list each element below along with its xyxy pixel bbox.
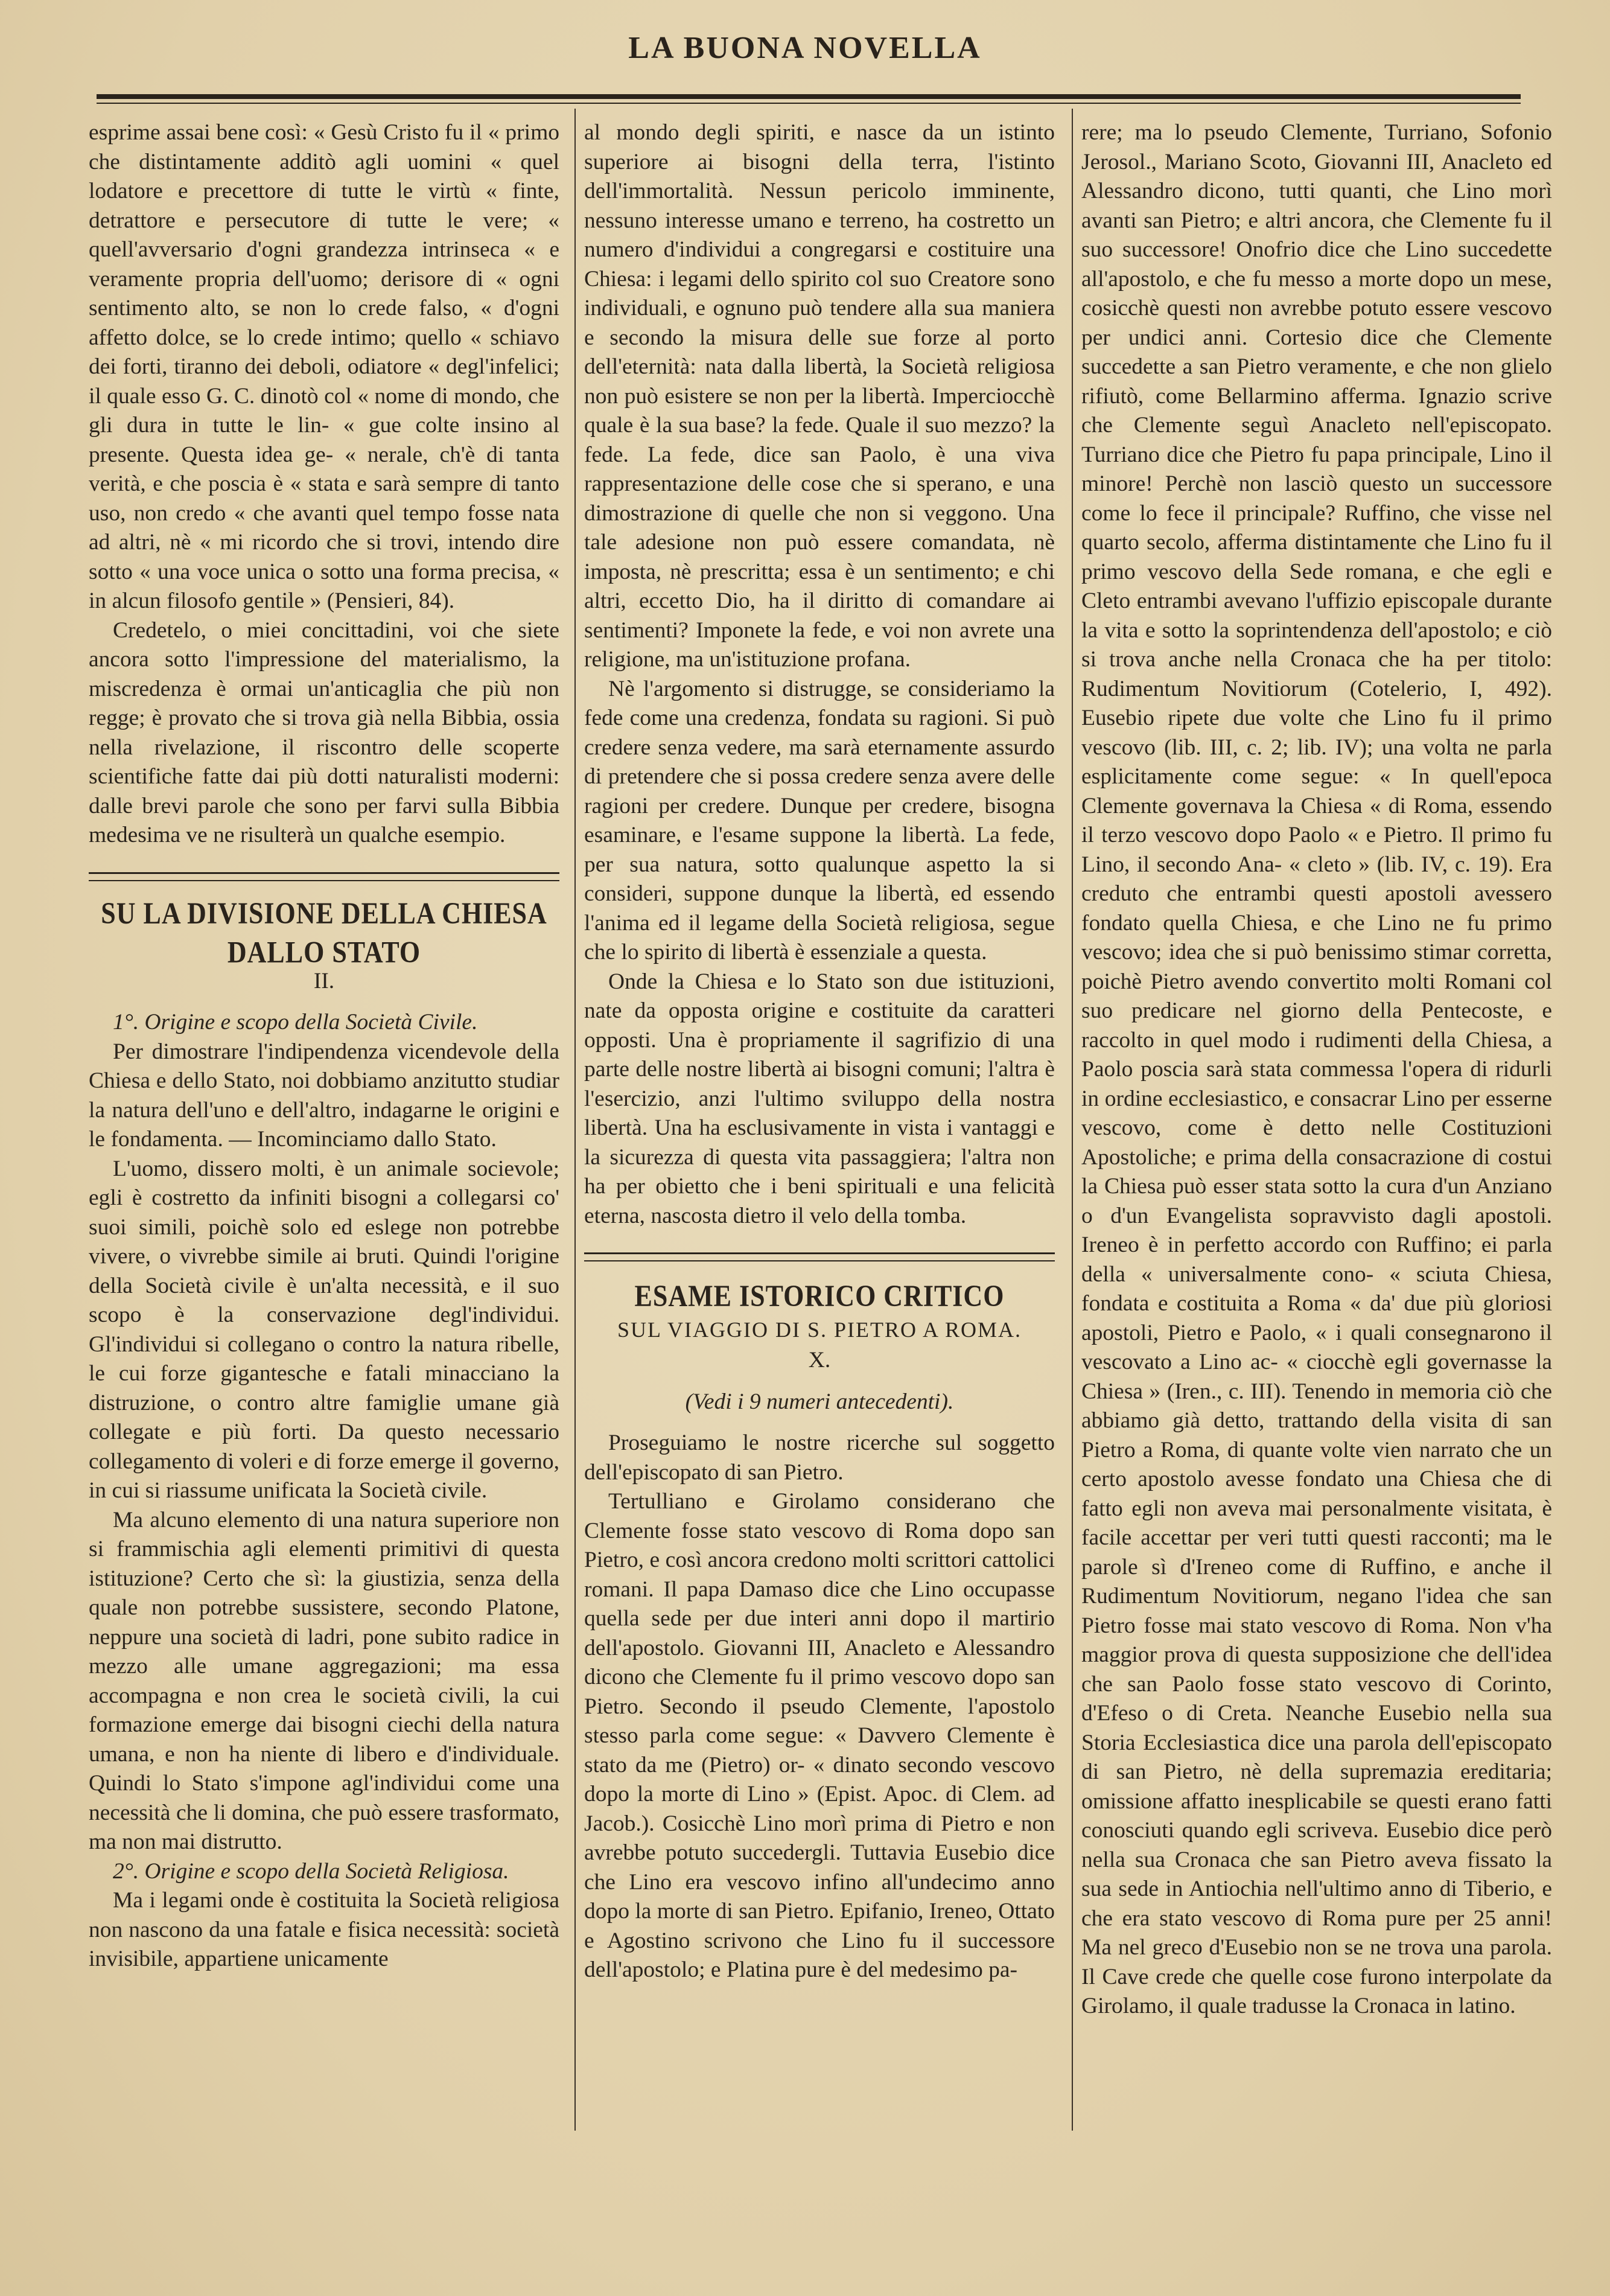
article-numeral: II. (313, 968, 335, 993)
article-subheadline: SUL VIAGGIO DI S. PIETRO A ROMA. (617, 1318, 1022, 1342)
column-1 (89, 118, 559, 2158)
paragraph: al mondo degli spiriti, e nasce da un istinto superiore ai bisogni della terra, l'istinto dell'immortalità. Nessun pericolo imminente, nessuno interesse umano e terreno, ha costretto un numero d'individui a congregarsi e costituire una Chiesa: i legami dello spirito col suo Creatore sono individuali, e ognuno può tendere alla sua maniera e secondo la misura delle sue forze al porto dell'eternità: nata dalla libertà, la Società religiosa non può esistere se non per la libertà. Imperciocchè quale è la sua base? la fede. Quale il suo mezzo? la fede. La fede, dice san Paolo, è una viva rappresentazione delle cose che si sperano, e una dimostrazione di quelle che non si veggono. Una tale adesione non può essere comandata, nè imposta, nè prescritta; essa è un sentimento; e chi altri, eccetto Dio, ha il diritto di comandare ai sentimenti? Imponete la fede, e voi non avrete una religione, ma un'istituzione profana. (584, 120, 1055, 672)
paragraph: Proseguiamo le nostre ricerche sul soggetto dell'episcopato di san Pietro. (584, 1430, 1055, 1485)
masthead-rule-thick (97, 94, 1521, 99)
column-divider-1 (574, 109, 576, 2131)
column-divider-2 (1072, 109, 1073, 2131)
paragraph: Ma alcuno elemento di una natura superiore non si frammischia agli elementi primitivi di questa istituzione? Certo che sì: la giustizia, senza della quale non potrebbe sussistere, secondo Platone, neppure una società di ladri, pone subito radice in mezzo alle umane aggregazioni; ma essa accompagna e non crea le società civili, la cui formazione emerge dai bisogni ciechi della natura umana, e non ha niente di libero e d'individuale. Quindi lo Stato s'impone agl'individui come una necessità che li domina, che può essere trasformato, ma non mai distrutto. (89, 1507, 559, 1854)
paragraph: Credetelo, o miei concittadini, voi che siete ancora sotto l'impressione del materialismo, la miscredenza è ormai un'anticaglia che più non regge; è provato che si trova già nella Bibbia, ossia nella rivelazione, il riscontro delle scoperte scientifiche fatte dai più dotti naturalisti moderni: dalle brevi parole che sono per farvi sulla Bibbia medesima ve ne risulterà un qualche esempio. (89, 617, 559, 847)
paragraph: esprime assai bene così: « Gesù Cristo fu il « primo che distintamente additò agli uomini « quel lodatore e precettore di tutte le virtù « finte, detrattore e persecutore di tutte le vere; « quell'avversario d'ogni grandezza intrinseca « e veramente propria dell'uomo; derisore di « ogni sentimento alto, se non lo crede falso, « d'ogni affetto dolce, se lo crede intimo; quello « schiavo dei forti, tiranno dei deboli, odiatore « degl'infelici; il quale esso G. C. dinotò col « nome di mondo, che gli dura in tutte le lin- « gue colte insino al presente. Questa idea ge- « nerale, ch'è di tanta verità, e che poscia è « stata e sarà sempre di tanto uso, non credo « che avanti quel tempo fosse nata ad altri, nè « mi ricordo che si trovi, intendo dire sotto « una voce unica o sotto una forma precisa, « in alcun filosofo gentile » (Pensieri, 84). (89, 120, 559, 613)
section-title: 1°. Origine e scopo della Società Civile. (113, 1010, 478, 1035)
article-headline: SU LA DIVISIONE DELLA CHIESA DALLO STATO (101, 896, 547, 969)
section-title: 2°. Origine e scopo della Società Religiosa. (113, 1858, 509, 1884)
paragraph: Nè l'argomento si distrugge, se consideriamo la fede come una credenza, fondata su ragioni. Si può credere senza vedere, ma sarà eternamente assurdo di pretendere che si possa credere senza avere delle ragioni per credere. Dunque per credere, bisogna esaminare, e l'esame suppone la libertà. La fede, per sua natura, sotto qualunque aspetto la si consideri, suppone dunque la libertà, ed essendo l'anima ed il legame della Società religiosa, segue che lo spirito di libertà è essenziale a questa. (584, 676, 1055, 965)
masthead-title: LA BUONA NOVELLA (628, 31, 982, 65)
paragraph: Ma i legami onde è costituita la Società religiosa non nascono da una fatale e fisica necessità: società invisibile, appartiene unicamente (89, 1888, 559, 1971)
article-numeral: X. (808, 1348, 831, 1373)
paragraph: L'uomo, dissero molti, è un animale socievole; egli è costretto da infiniti bisogni a collegarsi co' suoi simili, poichè solo ed eslege non potrebbe vivere, o vivrebbe simile ai bruti. Quindi l'origine della Società civile è un'alta necessità, e il suo scopo è la conservazione degl'individui. Gl'individui si collegano o contro la natura ribelle, le cui forze gigantesche e fatali minacciano la distruzione, o contro altre famiglie umane già collegate e più forti. Da questo necessario collegamento di voleri e di forze emerge il governo, in cui si riassume unificata la Società civile. (89, 1156, 559, 1503)
paragraph: Onde la Chiesa e lo Stato son due istituzioni, nate da opposta origine e costituite da caratteri opposti. Una è propriamente il sagrifizio di una parte delle nostre libertà ai bisogni comuni; l'altra è l'esercizio, anzi l'ultimo sviluppo della nostra libertà. Una ha esclusivamente in vista i vantaggi e la sicurezza di questa vita passaggiera; l'altra non ha per obietto che i beni spirituali e una felicità eterna, nascosta dietro il velo della tomba. (584, 969, 1055, 1228)
column-2 (584, 118, 1055, 2158)
section-separator (89, 872, 559, 881)
section-separator (584, 1252, 1055, 1261)
article-note: (Vedi i 9 numeri antecedenti). (685, 1389, 954, 1414)
masthead-rule-thin (97, 103, 1521, 104)
paragraph: Tertulliano e Girolamo considerano che Clemente fosse stato vescovo di Roma dopo san Pietro, e così ancora credono molti scrittori cattolici romani. Il papa Damaso dice che Lino occupasse quella sede per due interi anni dopo il martirio dell'apostolo. Giovanni III, Anacleto e Alessandro dicono che Clemente fu il primo vescovo dopo san Pietro. Secondo il pseudo Clemente, l'apostolo stesso parla come segue: « Davvero Clemente è stato da me (Pietro) or- « dinato secondo vescovo dopo la morte di Lino » (Epist. Apoc. di Clem. ad Jacob.). Cosicchè Lino morì prima di Pietro e non avrebbe potuto succedergli. Tuttavia Eusebio dice che Lino era vescovo infino all'undecimo anno dopo la morte di san Pietro. Epifanio, Ireneo, Ottato e Agostino scrivono che Lino fu il successore dell'apostolo; e Platina pure è del medesimo pa- (584, 1489, 1055, 1982)
paragraph: rere; ma lo pseudo Clemente, Turriano, Sofonio Jerosol., Mariano Scoto, Giovanni III, Anacleto ed Alessandro dicono, tutti quanti, che Lino morì avanti san Pietro; e altri ancora, che Clemente fu il suo successore! Onofrio dice che Lino succedette all'apostolo, e che fu messo a morte dopo un mese, cosicchè questi non avrebbe potuto essere vescovo per undici anni. Cortesio dice che Clemente succedette a san Pietro veramente, e che non glielo rifiutò, come Bellarmino afferma. Ignazio scrive che Clemente seguì Anacleto nell'episcopato. Turriano dice che Pietro fu papa principale, Lino il minore! Perchè non lasciò questo un successore come lo fece il principale? Ruffino, che visse nel quarto secolo, afferma distintamente che Lino fu il primo vescovo della Sede romana, e che egli e Cleto entrambi avevano l'uffizio episcopale durante la vita e sotto la soprintendenza dell'apostolo; e ciò si trova anche nella Cronaca che ha per titolo: Rudimentum Novitiorum (Cotelerio, I, 492). Eusebio ripete due volte che Lino fu il primo vescovo (lib. III, c. 2; lib. IV); una volta ne parla esplicitamente come segue: « In quell'epoca Clemente governava la Chiesa « di Roma, essendo il terzo vescovo dopo Paolo « e Pietro. Il primo fu Lino, il secondo Ana- « cleto » (lib. IV, c. 19). Era creduto che entrambi questi apostoli avessero fondato quella Chiesa, e che Lino ne fu primo vescovo; idea che si può benissimo stimar corretta, poichè Pietro avendo convertito molti Romani col suo predicare nel giorno della Pentecoste, e raccolto in quel modo i rudimenti della Chiesa, a Paolo poscia sarà stata commessa l'opera di ridurli in ordine ecclesiastico, e consacrar Lino per esserne vescovo, come è detto nelle Costituzioni Apostoliche; e prima della consacrazione di costui la Chiesa può esser stata sotto la cura d'un Anziano o d'un Evangelista sopravvisto dagli apostoli. Ireneo è in perfetto accordo con Ruffino; ei parla della « universalmente cono- « sciuta Chiesa, fondata e costituita a Roma « da' due più gloriosi apostoli, Pietro e Paolo, « i quali consegnarono il vescovato a Lino ac- « ciocchè egli governasse la Chiesa » (Iren., c. III). Tenendo in memoria ciò che abbiamo già detto, trattando della visita di san Pietro a Roma, di quante volte vien narrato che un certo apostolo avesse fondato una Chiesa che di fatto egli non aveva mai personalmente visitata, è facile accettar per veri tutti questi racconti; ma le parole sì d'Ireneo come di Ruffino, e anche il Rudimentum Novitiorum, negano l'idea che san Pietro fosse mai stato vescovo di Roma. Non v'ha maggior prova di questa supposizione che dell'idea che san Paolo fosse stato vescovo di Corinto, d'Efeso o di Creta. Neanche Eusebio nella sua Storia Ecclesiastica dice una parola dell'episcopato di san Pietro, nè della supremazia ereditaria; omissione affatto inesplicabile se questi erano fatti conosciuti quando egli scriveva. Eusebio dice però nella sua Cronaca che san Pietro aveva fissato la sua sede in Antiochia nell'ultimo anno di Tiberio, e che era stato vescovo di Roma pure per 25 anni! Ma nel greco d'Eusebio non se ne trova una parola. Il Cave crede che quelle cose furono interpolate da Girolamo, il quale tradusse la Cronaca in latino. (1081, 120, 1552, 2018)
article-headline: ESAME ISTORICO CRITICO (634, 1279, 1005, 1313)
column-3 (1081, 118, 1552, 2158)
paragraph: Per dimostrare l'indipendenza vicendevole della Chiesa e dello Stato, noi dobbiamo anzitutto studiar la natura dell'uno e dell'altro, indagarne le origini e le fondamenta. — Incominciamo dallo Stato. (89, 1039, 559, 1152)
